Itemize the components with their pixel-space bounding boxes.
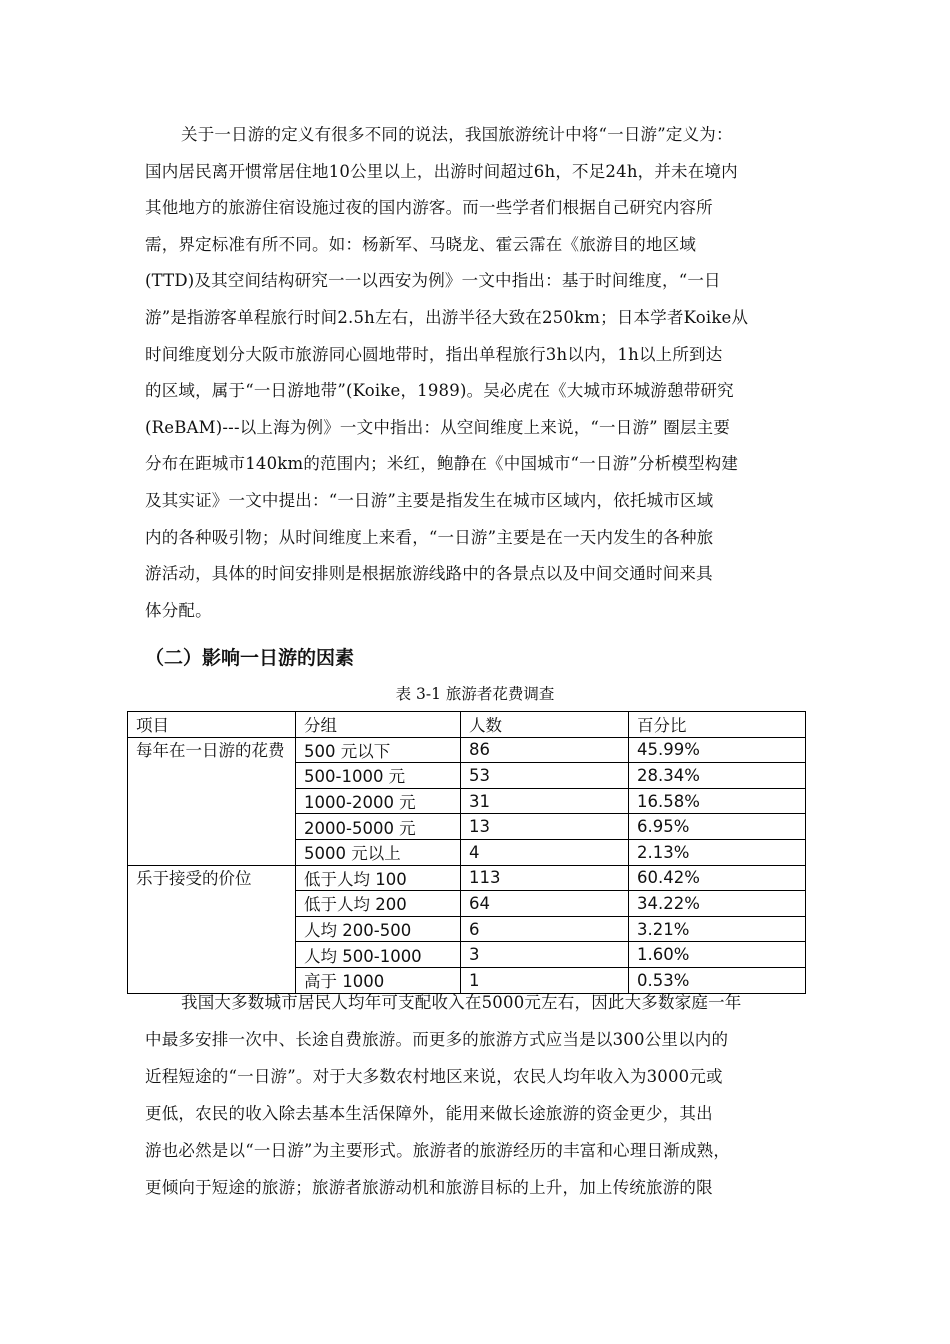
percent-cell: 16.58% [629, 788, 806, 814]
table-row [128, 737, 806, 763]
paragraph-definition [145, 117, 805, 629]
paragraph-line: (ReBAM)---以上海为例》一文中指出：从空间维度上来说，“一日游” 圈层主要 [145, 417, 731, 437]
table-caption: 表 3-1 旅游者花费调查 [395, 685, 555, 703]
count-cell: 4 [461, 839, 629, 865]
paragraph-income [145, 984, 805, 1214]
header-cell-item: 项目 [128, 712, 296, 738]
group-cell: 高于 1000 [296, 967, 461, 993]
count-cell: 1 [461, 967, 629, 993]
group-cell: 500 元以下 [296, 737, 461, 763]
header-cell-count: 人数 [461, 712, 629, 738]
count-cell: 31 [461, 788, 629, 814]
group-cell: 低于人均 200 [296, 891, 461, 917]
group-cell: 低于人均 100 [296, 865, 461, 891]
header-cell-group: 分组 [296, 712, 461, 738]
paragraph-line: 内的各种吸引物；从时间维度上来看，“一日游”主要是在一天内发生的各种旅 [145, 527, 714, 547]
paragraph-line: 体分配。 [145, 600, 212, 620]
header-cell-percent: 百分比 [629, 712, 806, 738]
group-cell: 人均 500-1000 [296, 942, 461, 968]
paragraph-line: 的区域，属于“一日游地带”(Koike，1989)。吴必虎在《大城市环城游憩带研究 [145, 381, 734, 401]
category-cell: 乐于接受的价位 [128, 865, 296, 993]
paragraph-line: 我国大多数城市居民人均年可支配收入在5000元左右，因此大多数家庭一年 [181, 993, 742, 1012]
survey-table [127, 711, 806, 994]
count-cell: 64 [461, 891, 629, 917]
paragraph-line: 中最多安排一次中、长途自费旅游。而更多的旅游方式应当是以300公里以内的 [145, 1030, 729, 1049]
paragraph-line: 时间维度划分大阪市旅游同心圆地带时，指出单程旅行3h以内，1h以上所到达 [145, 344, 723, 364]
count-cell: 6 [461, 916, 629, 942]
percent-cell: 2.13% [629, 839, 806, 865]
percent-cell: 60.42% [629, 865, 806, 891]
paragraph-line: 游”是指游客单程旅行时间2.5h左右，出游半径大致在250km；日本学者Koike从 [145, 307, 749, 327]
group-cell: 5000 元以上 [296, 839, 461, 865]
paragraph-line: 关于一日游的定义有很多不同的说法，我国旅游统计中将“一日游”定义为： [181, 125, 733, 144]
paragraph-line: 更低，农民的收入除去基本生活保障外，能用来做长途旅游的资金更少，其出 [145, 1104, 713, 1123]
paragraph-line: 近程短途的“一日游”。对于大多数农村地区来说，农民人均年收入为3000元或 [145, 1067, 723, 1086]
paragraph-line: 分布在距城市140km的范围内；米红，鲍静在《中国城市“一日游”分析模型构建 [145, 454, 739, 474]
count-cell: 3 [461, 942, 629, 968]
paragraph-line: 游也必然是以“一日游”为主要形式。旅游者的旅游经历的丰富和心理日渐成熟， [145, 1141, 731, 1160]
percent-cell: 1.60% [629, 942, 806, 968]
count-cell: 53 [461, 763, 629, 789]
paragraph-line: 游活动，具体的时间安排则是根据旅游线路中的各景点以及中间交通时间来具 [145, 564, 713, 584]
percent-cell: 6.95% [629, 814, 806, 840]
percent-cell: 34.22% [629, 891, 806, 917]
percent-cell: 3.21% [629, 916, 806, 942]
count-cell: 13 [461, 814, 629, 840]
group-cell: 500-1000 元 [296, 763, 461, 789]
category-cell: 每年在一日游的花费 [128, 737, 296, 865]
section-heading: （二）影响一日游的因素 [145, 647, 355, 669]
group-cell: 2000-5000 元 [296, 814, 461, 840]
table-header-row [128, 712, 806, 738]
paragraph-line: 需，界定标准有所不同。如：杨新军、马晓龙、霍云霈在《旅游目的地区域 [145, 234, 697, 254]
percent-cell: 45.99% [629, 737, 806, 763]
paragraph-line: 其他地方的旅游住宿设施过夜的国内游客。而一些学者们根据自己研究内容所 [145, 198, 713, 218]
paragraph-line: (TTD)及其空间结构研究一一以西安为例》一文中指出：基于时间维度，“一日 [145, 271, 721, 291]
table-row [128, 865, 806, 891]
count-cell: 113 [461, 865, 629, 891]
count-cell: 86 [461, 737, 629, 763]
paragraph-line: 国内居民离开惯常居住地10公里以上，出游时间超过6h，不足24h，并未在境内 [145, 161, 738, 181]
percent-cell: 0.53% [629, 967, 806, 993]
group-cell: 人均 200-500 [296, 916, 461, 942]
paragraph-line: 更倾向于短途的旅游；旅游者旅游动机和旅游目标的上升，加上传统旅游的限 [145, 1178, 713, 1197]
group-cell: 1000-2000 元 [296, 788, 461, 814]
paragraph-line: 及其实证》一文中提出：“一日游”主要是指发生在城市区域内，依托城市区域 [145, 490, 714, 510]
percent-cell: 28.34% [629, 763, 806, 789]
